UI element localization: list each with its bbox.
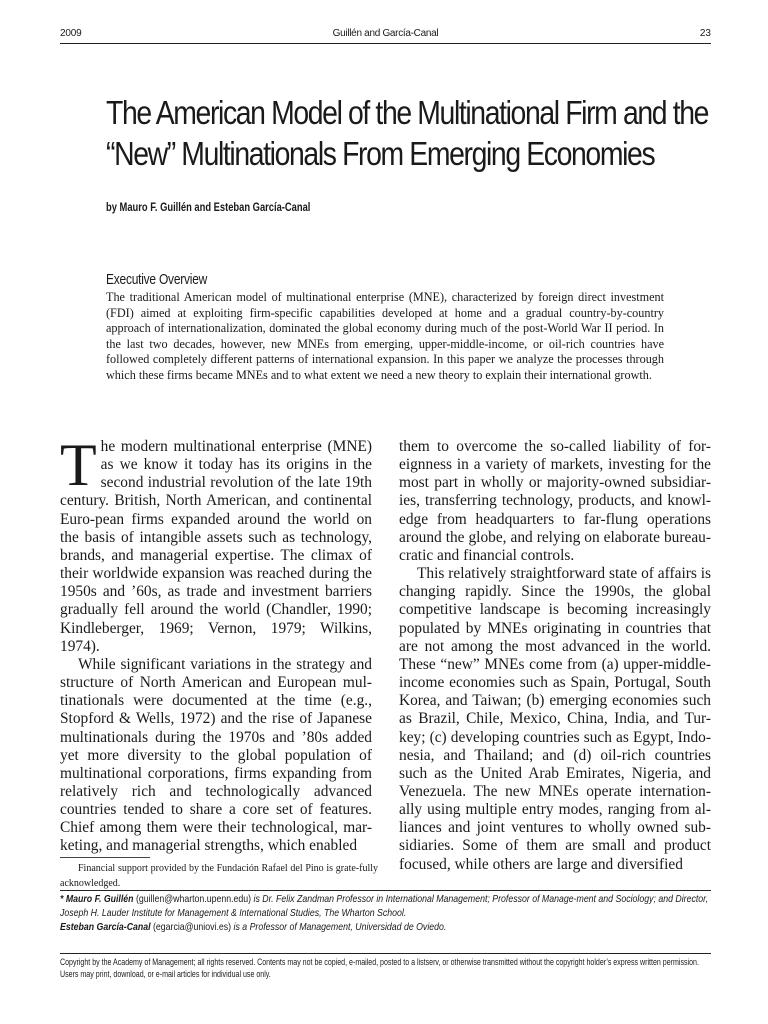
header-rule: [60, 43, 711, 44]
intro-paragraph: [60, 432, 372, 656]
article-title: The American Model of the Multinational Firm and the “New” Multinationals From Emerging Economies: [106, 94, 709, 173]
author-1-bio: is Dr. Felix Zandman Professor in International Management; Professor of Manage-ment and Sociology; and Director, Joseph H. Lauder Institute for Management & International Studies, The Wharton School.: [60, 894, 709, 920]
right-paragraph-2: This relatively straightforward state of affairs is changing rapidly. Since the 1990s, the global competitive landscape is becoming increasingly populated by MNEs originating in countries that are not among the most advanced in the world. These “new” MNEs come from (a) upper-middle-income economies such as Spain, Portugal, South Korea, and Taiwan; (b) emerging economies such as Brazil, Chile, Mexico, China, India, and Tur-key; (c) developing countries such as Egypt, Indo-nesia, and Thailand; and (d) oil-rich countries such as the United Arab Emirates, Nigeria, and Venezuela. The new MNEs operate internation-ally using multiple entry modes, ranging from al-liances and joint ventures to wholly owned sub-sidiaries. Some of them are small and product focused, while others are large and diversified: [399, 565, 711, 873]
author-1-star: *: [60, 894, 64, 905]
author-notes: [60, 893, 714, 936]
header-year: 2009: [60, 28, 82, 39]
author-1-email: (guillen@wharton.upenn.edu): [135, 894, 252, 905]
copyright-notice: Copyright by the Academy of Management; all rights reserved. Contents may not be copied, e-mailed, posted to a listserv, or otherwise transmitted without the copyright holder’s express written permission. Users may print, download, or e-mail articles for individual use only.: [60, 957, 699, 979]
byline: by Mauro F. Guillén and Esteban García-Canal: [106, 200, 311, 214]
author-2-email: (egarcia@uniovi.es): [153, 922, 232, 934]
author-2-bio: is a Professor of Management, Universidad de Oviedo.: [233, 922, 447, 934]
header-authors: Guillén and García-Canal: [332, 28, 439, 39]
author-notes-rule: [60, 890, 711, 891]
author-note-1: [60, 893, 714, 921]
executive-overview-heading: Executive Overview: [106, 271, 208, 288]
author-1-name: Mauro F. Guillén: [65, 894, 134, 905]
left-column: [60, 432, 372, 856]
left-paragraph-2: While significant variations in the strategy and structure of North American and European mul-tinationals were documented at the time (e.g., Stopford & Wells, 1972) and the rise of Japanese multinationals during the 1970s and ’80s added yet more diversity to the global population of multinational corporations, firms expanding from relatively rich and technologically advanced countries tended to share a core set of features. Chief among them were their technological, mar-keting, and managerial strengths, which enabled: [60, 655, 372, 855]
executive-overview-body: The traditional American model of multinational enterprise (MNE), characterized by foreign direct investment (FDI) aimed at exploiting firm-specific capabilities developed at home and a gradual country-by-country approach of internationalization, dominated the global economy during much of the post-World War II period. In the last two decades, however, new MNEs from emerging, upper-middle-income, or oil-rich countries have followed completely different patterns of international expansion. In this paper we analyze the processes through which these firms became MNEs and to what extent we need a new theory to explain their international growth.: [106, 290, 664, 382]
drop-cap: T: [60, 432, 97, 498]
right-column: [399, 438, 711, 874]
author-note-2: [60, 921, 714, 935]
intro-paragraph-text: he modern multinational enterprise (MNE) as we know it today has its origins in the second industrial revolution of the late 19th century. British, North American, and continental Euro-pean firms expanded around the world on the basis of intangible assets such as technology, brands, and managerial expertise. The climax of their worldwide expansion was reached during the 1950s and ’60s, as trade and investment barriers gradually fell around the world (Chandler, 1990; Kindleberger, 1969; Vernon, 1979; Wilkins, 1974).: [60, 438, 372, 655]
copyright-rule: [60, 953, 711, 954]
footnote-rule: [60, 857, 150, 858]
right-paragraph-1: them to overcome the so-called liability of for-eignness in a variety of markets, investing for the most part in wholly or majority-owned subsidiar-ies, transferring technology, products, and knowl-edge from headquarters to far-flung operations around the globe, and relying on elaborate bureau-cratic and financial controls.: [399, 438, 711, 564]
footnote: Financial support provided by the Fundación Rafael del Pino is grate-fully acknowledged.: [60, 863, 378, 889]
header-page-number: 23: [699, 28, 711, 39]
author-2-name: Esteban García-Canal: [60, 922, 151, 934]
